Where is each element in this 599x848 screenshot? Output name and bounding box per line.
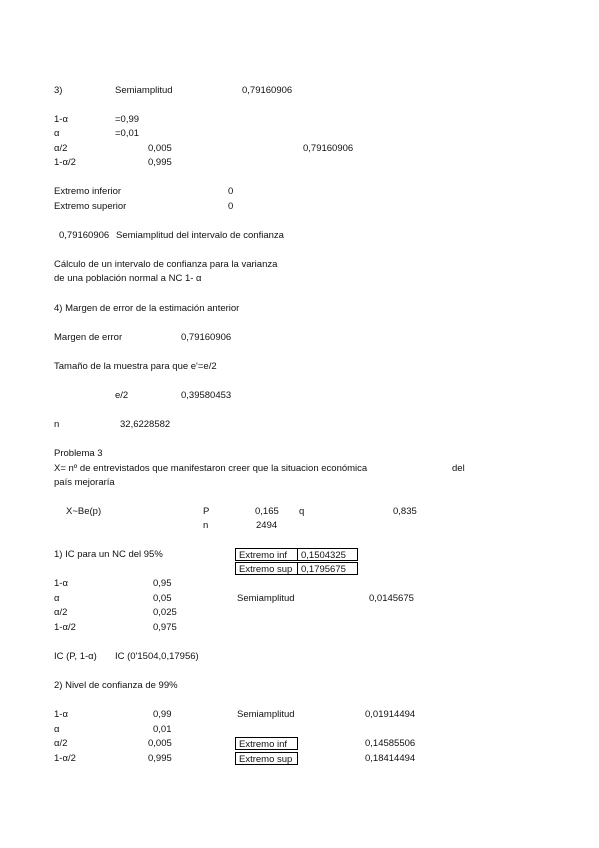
summary-value: 0,79160906	[59, 230, 110, 241]
ic95-alpha-value: 0,05	[153, 593, 172, 604]
one-minus-half-alpha-label: 1-α/2	[54, 157, 76, 168]
ic95-lower-label-box: Extremo inf	[235, 548, 298, 561]
ic95-semiamplitud-value: 0,0145675	[369, 593, 414, 604]
n-value: 32,6228582	[120, 419, 171, 430]
nc99-upper-value: 0,18414494	[365, 753, 416, 764]
problem-3-title: Problema 3	[54, 448, 103, 459]
ic95-title: 1) IC para un NC del 95%	[54, 549, 163, 560]
alpha-label: α	[54, 128, 60, 139]
ic-label: IC (P, 1-α)	[54, 651, 97, 662]
ic95-alpha-label: α	[54, 593, 60, 604]
upper-bound-value: 0	[228, 201, 234, 212]
half-alpha-extra-value: 0,79160906	[303, 143, 354, 154]
nc99-confidence-value: 0,99	[153, 709, 172, 720]
alpha-value: =0,01	[115, 128, 140, 139]
calculation-line-1: Cálculo de un intervalo de confianza para la varianza	[54, 259, 278, 270]
nc99-alpha-value: 0,01	[153, 724, 172, 735]
sample-size-text: Tamaño de la muestra para que e'=e/2	[54, 361, 217, 372]
ic95-one-minus-half-alpha-value: 0,975	[153, 622, 177, 633]
calculation-line-2: de una población normal a NC 1- α	[54, 273, 202, 284]
summary-text: Semiamplitud del intervalo de confianza	[116, 230, 284, 241]
half-alpha-label: α/2	[54, 143, 68, 154]
semiamplitud-value: 0,79160906	[242, 85, 293, 96]
margin-error-label: Margen de error	[54, 332, 123, 343]
upper-bound-label: Extremo superior	[54, 201, 127, 212]
sample-n-label: n	[203, 520, 209, 531]
e-half-label: e/2	[115, 390, 129, 401]
section-3-number: 3)	[54, 85, 63, 96]
nc99-title: 2) Nivel de confianza de 99%	[54, 680, 178, 691]
confidence-label: 1-α	[54, 114, 68, 125]
lower-bound-label: Extremo inferior	[54, 186, 122, 197]
section-4-title: 4) Margen de error de la estimación anterior	[54, 303, 240, 314]
sample-n-value: 2494	[256, 520, 278, 531]
nc99-half-alpha-label: α/2	[54, 738, 68, 749]
n-label: n	[54, 419, 60, 430]
ic95-upper-label-box: Extremo sup	[235, 562, 298, 575]
q-label: q	[299, 506, 305, 517]
margin-error-value: 0,79160906	[181, 332, 232, 343]
ic95-half-alpha-value: 0,025	[153, 607, 177, 618]
semiamplitud-label: Semiamplitud	[115, 85, 173, 96]
ic95-upper-value-box: 0,1795675	[297, 562, 358, 575]
ic-value: IC (0'1504,0,17956)	[115, 651, 199, 662]
ic95-semiamplitud-label: Semiamplitud	[237, 593, 295, 604]
nc99-confidence-label: 1-α	[54, 709, 68, 720]
nc99-half-alpha-value: 0,005	[148, 738, 172, 749]
lower-bound-value: 0	[228, 186, 234, 197]
nc99-alpha-label: α	[54, 724, 60, 735]
ic95-confidence-value: 0,95	[153, 578, 172, 589]
q-value: 0,835	[393, 506, 417, 517]
variable-definition-line-1b: del	[452, 463, 465, 474]
ic95-one-minus-half-alpha-label: 1-α/2	[54, 622, 76, 633]
nc99-one-minus-half-alpha-label: 1-α/2	[54, 753, 76, 764]
nc99-upper-label-box: Extremo sup	[235, 752, 298, 765]
variable-definition-line-2: país mejoraría	[54, 477, 115, 488]
ic95-lower-value-box: 0,1504325	[297, 548, 358, 561]
e-half-value: 0,39580453	[181, 390, 232, 401]
half-alpha-value: 0,005	[148, 143, 172, 154]
ic95-half-alpha-label: α/2	[54, 607, 68, 618]
p-value: 0,165	[255, 506, 279, 517]
distribution-label: X~Be(p)	[66, 506, 102, 517]
variable-definition-line-1: X= nº de entrevistados que manifestaron creer que la situacion económica	[54, 463, 368, 474]
nc99-lower-value: 0,14585506	[365, 738, 416, 749]
nc99-semiamplitud-label: Semiamplitud	[237, 709, 295, 720]
nc99-semiamplitud-value: 0,01914494	[365, 709, 416, 720]
confidence-value: =0,99	[115, 114, 140, 125]
one-minus-half-alpha-value: 0,995	[148, 157, 172, 168]
nc99-one-minus-half-alpha-value: 0,995	[148, 753, 172, 764]
ic95-confidence-label: 1-α	[54, 578, 68, 589]
p-label: P	[203, 506, 210, 517]
nc99-lower-label-box: Extremo inf	[235, 737, 298, 750]
